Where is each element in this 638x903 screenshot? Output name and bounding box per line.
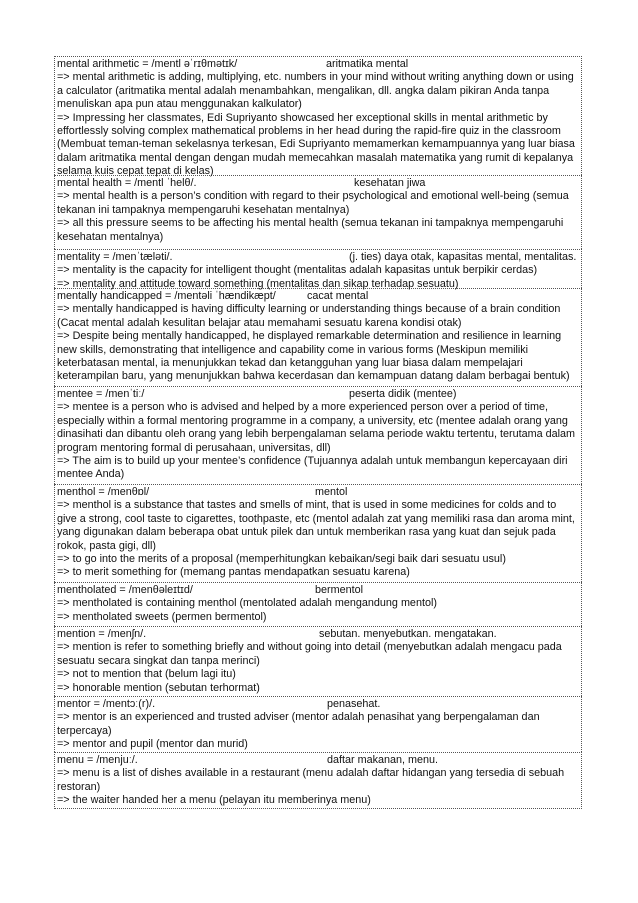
meaning: kesehatan jiwa [354,177,426,189]
dictionary-entry [54,582,582,626]
dictionary-entry [54,696,582,752]
meaning: bermentol [315,584,364,596]
example-line: => mentality and attitude toward something (mentalitas dan sikap terhadap sesuatu) [57,277,459,290]
definition-line: => menu is a list of dishes available in a restaurant (menu adalah daftar hidangan yang tersedia di sebuah restoran) [57,767,565,793]
definition-line: => menthol is a substance that tastes and smells of mint, that is used in some medicines for colds and to give a strong, cool taste to cigarettes, toothpaste, etc (mentol adalah zat yang memiliki rasa dan aroma mint, yang digunakan dalam beberapa obat untuk pilek dan untuk memberikan rasa yang kuat dan sejuk pada rokok, pasta gigi, dll) [57,499,575,552]
dictionary-entry [54,752,582,809]
meaning: aritmatika mental [326,58,409,70]
example-line: => The aim is to build up your mentee’s confidence (Tujuannya adalah untuk membangun kepercayaan diri mentee Anda) [57,455,568,481]
headword: mental health = /mentl ˈhelθ/. [57,177,197,189]
headword: mentor = /mentɔː(r)/. [57,698,156,710]
headword: mentholated = /menθəleɪtɪd/ [57,584,193,596]
meaning: cacat mental [307,290,369,302]
meaning: penasehat. [327,698,381,710]
dictionary-entry [54,56,582,178]
definition-line: => mental health is a person’s condition with regard to their psychological and emotional well-being (semua tekanan ini tampaknya mempengaruhi kesehatan mentalnya) [57,190,569,216]
dictionary-entry [54,626,582,696]
example-line: => all this pressure seems to be affecting his mental health (semua tekanan ini tampaknya mempengaruhi kesehatan mentalnya) [57,217,564,243]
headword: mentally handicapped = /mentəli ˈhændikæpt/ [57,290,276,302]
example-line: => Impressing her classmates, Edi Supriyanto showcased her exceptional skills in mental arithmetic by effortlessly solving complex mathematical problems in her head during the rapid-fire quiz in the classroom (Membuat teman-teman sekelasnya terkesan, Edi Supriyanto memamerkan kemampuannya yang luar biasa dalam aritmatika mental dengan dengan mudah memecahkan masalah matematika yang rumit di kepalanya selama kuis cepat tepat di kelas) [57,111,575,178]
definition-line: => mentally handicapped is having difficulty learning or understanding things because of a brain condition (Cacat mental adalah kesulitan belajar atau memahami sesuatu karena kondisi otak) [57,303,561,329]
headword: mention = /menʃn/. [57,628,147,640]
example-line: => the waiter handed her a menu (pelayan itu memberinya menu) [57,794,371,807]
meaning: (j. ties) daya otak, kapasitas mental, mentalitas. [349,251,577,263]
meaning: sebutan. menyebutkan. mengatakan. [319,628,497,640]
example-line: => Despite being mentally handicapped, he displayed remarkable determination and resilience in learning new skills, demonstrating that intelligence and capability come in various forms (Meskipun memiliki keterbatasan mental, ia menunjukkan tekad dan ketangguhan yang luar biasa dalam mempelajari keterampilan baru, yang menunjukkan bahwa kecerdasan dan kemampuan datang dalam berbagai bentuk) [57,330,570,383]
headword: mentee = /menˈtiː/ [57,388,145,400]
example-line: => to merit something for (memang pantas mendapatkan sesuatu karena) [57,566,410,579]
definition-line: => mental arithmetic is adding, multiplying, etc. numbers in your mind without writing anything down or using a calculator (aritmatika mental adalah menambahkan, mengalikan, dll. angka dalam pikiran Anda tanpa menuliskan apa pun atau menggunakan kalkulator) [57,71,574,111]
example-line: => to go into the merits of a proposal (memperhitungkan kebaikan/segi baik dari sesuatu usul) [57,553,506,566]
dictionary-entry [54,249,582,288]
example-line: => mentholated sweets (permen bermentol) [57,610,267,623]
meaning: mentol [315,486,348,498]
dictionary-entry [54,175,582,249]
definition-line: => mentee is a person who is advised and helped by a more experienced person over a period of time, especially within a formal mentoring programme in a company, a university, etc (mentee adalah orang yang dinasihati dan dibantu oleh orang yang lebih berpengalaman selama periode waktu tertentu, terutama dalam program mentoring formal di perusahaan, universitas, dll) [57,401,575,454]
dictionary-entry [54,484,582,582]
dictionary-entry [54,386,582,484]
meaning: peserta didik (mentee) [349,388,457,400]
headword: menu = /menjuː/. [57,754,138,766]
example-line: => mentor and pupil (mentor dan murid) [57,738,248,751]
meaning: daftar makanan, menu. [327,754,439,766]
headword: mentality = /menˈtæləti/. [57,251,173,263]
definition-line: => mentholated is containing menthol (mentolated adalah mengandung mentol) [57,597,437,610]
example-line: => not to mention that (belum lagi itu) [57,668,236,681]
definition-line: => mentor is an experienced and trusted adviser (mentor adalah penasihat yang berpengalaman dan terpercaya) [57,711,540,737]
definition-line: => mentality is the capacity for intelligent thought (mentalitas adalah kapasitas untuk berpikir cerdas) [57,264,538,277]
document-page [54,56,582,809]
definition-line: => mention is refer to something briefly and without going into detail (menyebutkan adalah mengacu pada sesuatu secara singkat dan tanpa merinci) [57,641,562,667]
headword: menthol = /menθɒl/ [57,486,150,498]
dictionary-entry [54,288,582,386]
example-line: => honorable mention (sebutan terhormat) [57,681,260,694]
headword: mental arithmetic = /mentl əˈrɪθmətɪk/ [57,58,238,70]
